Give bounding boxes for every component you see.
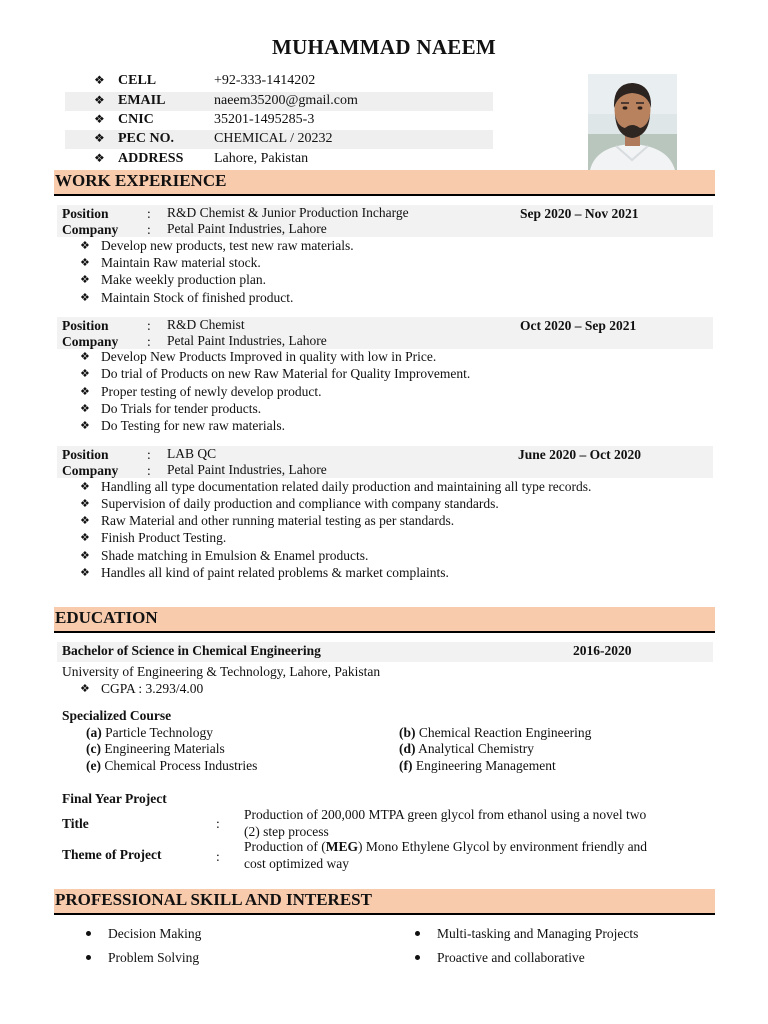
- job-dates: June 2020 – Oct 2020: [518, 447, 641, 462]
- contact-value: Lahore, Pakistan: [214, 151, 309, 166]
- diamond-bullet-icon: ❖: [80, 274, 90, 286]
- diamond-bullet-icon: ❖: [80, 292, 90, 304]
- section-title: PROFESSIONAL SKILL AND INTEREST: [55, 890, 372, 909]
- diamond-bullet-icon: ❖: [80, 515, 90, 527]
- contact-label: EMAIL: [118, 93, 166, 108]
- section-education: [54, 607, 715, 633]
- contact-label: CNIC: [118, 112, 154, 127]
- contact-cnic: [65, 111, 493, 130]
- course-item: (d) Analytical Chemistry: [399, 741, 534, 756]
- diamond-bullet-icon: ❖: [80, 481, 90, 493]
- colon: :: [216, 816, 220, 831]
- diamond-bullet-icon: ❖: [80, 368, 90, 380]
- section-title: EDUCATION: [55, 608, 158, 627]
- project-theme-line1: Production of (MEG) Mono Ethylene Glycol by environment friendly and: [244, 839, 648, 854]
- job-header: [57, 317, 713, 349]
- skill-item: Multi-tasking and Managing Projects: [437, 926, 639, 941]
- colon: :: [147, 206, 151, 221]
- diamond-bullet-icon: ❖: [80, 498, 90, 510]
- final-year-project-heading: Final Year Project: [62, 791, 167, 806]
- project-title-label: Title: [62, 816, 89, 831]
- colon: :: [147, 463, 151, 478]
- project-theme-line2: cost optimized way: [244, 856, 349, 871]
- profile-photo: [588, 74, 677, 170]
- contact-label: ADDRESS: [118, 151, 184, 166]
- skill-item: Decision Making: [108, 926, 202, 941]
- cgpa-value: 3.293/4.00: [145, 681, 204, 696]
- company-label: Company: [62, 222, 119, 237]
- diamond-bullet-icon: ❖: [80, 532, 90, 544]
- diamond-bullet-icon: ❖: [94, 93, 105, 107]
- diamond-bullet-icon: ❖: [94, 151, 105, 165]
- position-label: Position: [62, 206, 109, 221]
- job-dates: Oct 2020 – Sep 2021: [520, 318, 637, 333]
- contact-email: [65, 92, 493, 111]
- course-item: (f) Engineering Management: [399, 758, 556, 773]
- diamond-bullet-icon: ❖: [80, 683, 90, 695]
- job-position: R&D Chemist & Junior Production Incharge: [167, 205, 409, 220]
- colon: :: [147, 447, 151, 462]
- diamond-bullet-icon: ❖: [80, 567, 90, 579]
- diamond-bullet-icon: ❖: [80, 386, 90, 398]
- degree-title: Bachelor of Science in Chemical Engineering: [62, 643, 321, 658]
- diamond-bullet-icon: ❖: [80, 240, 90, 252]
- section-work-experience: [54, 170, 715, 196]
- course-item: (e) Chemical Process Industries: [86, 758, 258, 773]
- degree-row: [57, 642, 713, 662]
- candidate-name: MUHAMMAD NAEEM: [271, 35, 497, 59]
- contact-value: CHEMICAL / 20232: [214, 131, 333, 146]
- diamond-bullet-icon: ❖: [80, 257, 90, 269]
- diamond-bullet-icon: ❖: [94, 73, 105, 87]
- specialized-course-heading: Specialized Course: [62, 708, 172, 723]
- profile-photo-illustration: [588, 74, 677, 170]
- skill-item: Proactive and collaborative: [437, 950, 585, 965]
- job-company: Petal Paint Industries, Lahore: [167, 462, 327, 477]
- contact-value: +92-333-1414202: [214, 73, 316, 88]
- section-professional-skills: [54, 889, 715, 915]
- diamond-bullet-icon: ❖: [94, 112, 105, 126]
- diamond-bullet-icon: ❖: [80, 550, 90, 562]
- colon: :: [147, 334, 151, 349]
- course-item: (b) Chemical Reaction Engineering: [399, 725, 592, 740]
- diamond-bullet-icon: ❖: [80, 403, 90, 415]
- diamond-bullet-icon: ❖: [94, 131, 105, 145]
- project-theme-label: Theme of Project: [62, 847, 162, 862]
- job-position: LAB QC: [167, 446, 217, 461]
- contact-label: CELL: [118, 73, 157, 88]
- contact-value: 35201-1495285-3: [214, 112, 315, 127]
- section-title: WORK EXPERIENCE: [55, 171, 227, 190]
- project-title-line2: (2) step process: [244, 824, 329, 839]
- job-company: Petal Paint Industries, Lahore: [167, 221, 327, 236]
- position-label: Position: [62, 318, 109, 333]
- project-title-line1: Production of 200,000 MTPA green glycol from ethanol using a novel two: [244, 807, 647, 822]
- diamond-bullet-icon: ❖: [80, 420, 90, 432]
- colon: :: [147, 318, 151, 333]
- skill-item: Problem Solving: [108, 950, 200, 965]
- job-position: R&D Chemist: [167, 317, 245, 332]
- position-label: Position: [62, 447, 109, 462]
- job-header: [57, 446, 713, 478]
- cgpa-label: CGPA :: [101, 681, 143, 696]
- university: University of Engineering & Technology, Lahore, Pakistan: [62, 664, 381, 679]
- colon: :: [147, 222, 151, 237]
- contact-cell: [65, 72, 493, 91]
- diamond-bullet-icon: ❖: [80, 351, 90, 363]
- course-item: (a) Particle Technology: [86, 725, 214, 740]
- company-label: Company: [62, 334, 119, 349]
- colon: :: [216, 849, 220, 864]
- course-item: (c) Engineering Materials: [86, 741, 225, 756]
- contact-pec: [65, 130, 493, 149]
- job-company: Petal Paint Industries, Lahore: [167, 333, 327, 348]
- contact-address: [65, 150, 493, 169]
- company-label: Company: [62, 463, 119, 478]
- contact-label: PEC NO.: [118, 131, 174, 146]
- job-header: [57, 205, 713, 237]
- contact-value: naeem35200@gmail.com: [214, 93, 358, 108]
- degree-years: 2016-2020: [573, 643, 632, 658]
- job-dates: Sep 2020 – Nov 2021: [520, 206, 639, 221]
